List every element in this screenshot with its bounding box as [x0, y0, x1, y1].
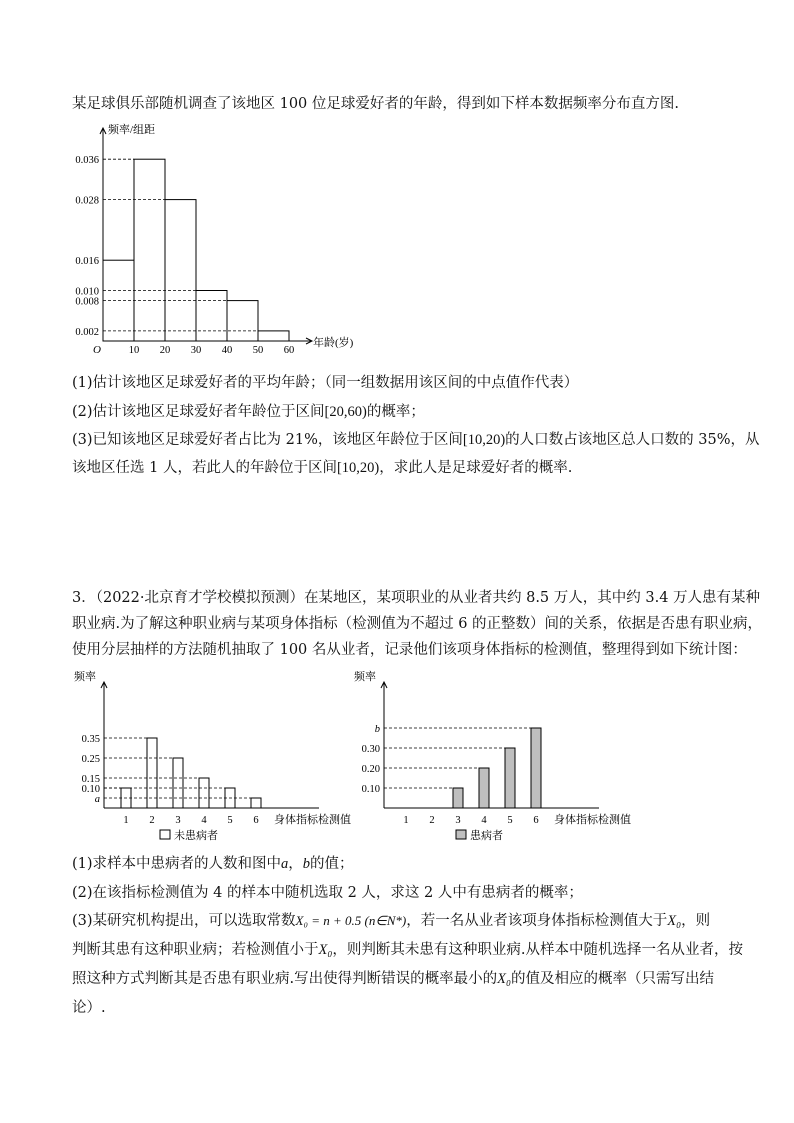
p3-q1: (1)求样本中患病者的人数和图中a，b的值； [72, 856, 354, 872]
frequency-bar [505, 748, 515, 808]
y-tick-label: 0.010 [75, 286, 99, 298]
x-tick-label: 1 [123, 815, 129, 826]
histogram-bar [227, 301, 258, 341]
x-tick-label: 2 [149, 815, 155, 826]
y-tick-label: b [374, 724, 380, 735]
frequency-bar [479, 768, 489, 808]
x-tick-label: 4 [481, 815, 487, 826]
histogram-bar [258, 331, 289, 341]
age-histogram [60, 118, 360, 363]
p3-line-3: 使用分层抽样的方法随机抽取了 100 名从业者，记录他们该项身体指标的检测值，整理得到如下统计图： [72, 642, 747, 658]
p3-q3-line-2: 判断其患有这种职业病；若检测值小于X₀，则判断其未患有这种职业病.从样本中随机选择一名从业者，按 [72, 942, 744, 958]
legend-swatch [160, 830, 170, 839]
y-tick-label: 0.002 [75, 326, 99, 338]
y-tick-label: 0.10 [81, 784, 100, 795]
x-tick-label: 1 [403, 815, 409, 826]
p3-line-1: 3．（2022·北京育才学校模拟预测）在某地区，某项职业的从业者共约 8.5 万人，其中约 3.4 万人患有某种 [72, 590, 761, 606]
p3-q3-line-3: 照这种方式判断其是否患有职业病.写出使得判断错误的概率最小的X₀的值及相应的概率（只需写出结 [72, 971, 715, 987]
frequency-bar [453, 788, 463, 808]
y-tick-label: 0.25 [81, 754, 100, 765]
x-tick-label: 30 [190, 345, 202, 356]
p3-line-2: 职业病.为了解这种职业病与某项身体指标（检测值为不超过 6 的正整数）间的关系，依据是否患有职业病， [72, 616, 763, 632]
q1-text: (1)估计该地区足球爱好者的平均年龄；（同一组数据用该区间的中点值作代表） [72, 375, 579, 391]
legend-label: 患病者 [470, 830, 503, 842]
legend-swatch [456, 830, 466, 839]
q2-text: (2)估计该地区足球爱好者年龄位于区间[20,60)的概率； [72, 404, 425, 420]
x-tick-label: 3 [455, 815, 461, 826]
y-tick-label: 0.20 [361, 764, 380, 775]
q3-text-2: 该地区任选 1 人，若此人的年龄位于区间[10,20)，求此人是足球爱好者的概率. [72, 460, 573, 476]
x-tick-label: 3 [175, 815, 181, 826]
x-tick-label: 40 [221, 345, 233, 356]
patient-chart [350, 668, 640, 848]
y-tick-label: a [94, 794, 100, 805]
frequency-bar [531, 728, 541, 808]
y-tick-label: 0.30 [361, 744, 380, 755]
frequency-bar [251, 798, 261, 808]
x-tick-label: 60 [283, 345, 295, 356]
x-tick-label: 50 [252, 345, 264, 356]
intro-text: 某足球俱乐部随机调查了该地区 100 位足球爱好者的年龄，得到如下样本数据频率分布直方图. [72, 96, 679, 112]
x-tick-label: 4 [201, 815, 207, 826]
y-tick-label: 0.35 [81, 734, 100, 745]
x-tick-label: 6 [253, 815, 259, 826]
x-tick-label: 5 [507, 815, 513, 826]
histogram-bar [196, 291, 227, 342]
histogram-bar [134, 159, 165, 341]
x-tick-label: 2 [429, 815, 435, 826]
frequency-bar [173, 758, 183, 808]
frequency-bar [147, 738, 157, 808]
p3-q2: (2)在该指标检测值为 4 的样本中随机选取 2 人，求这 2 人中有患病者的概率； [72, 885, 583, 901]
x-axis-label: 年龄(岁) [313, 337, 354, 349]
x-tick-label: 5 [227, 815, 233, 826]
y-tick-label: 0.016 [75, 256, 99, 268]
histogram-bar [165, 200, 196, 341]
x-axis-label: 身体指标检测值 [554, 814, 631, 826]
origin-label: O [93, 344, 101, 356]
non-patient-chart [70, 668, 360, 848]
y-axis-label: 频率 [74, 671, 96, 683]
p3-q3-line-4: 论）. [72, 1000, 106, 1016]
y-axis-label: 频率 [354, 671, 376, 683]
legend-label: 未患病者 [174, 830, 218, 842]
x-tick-label: 6 [533, 815, 539, 826]
y-tick-label: 0.10 [361, 784, 380, 795]
y-tick-label: 0.008 [75, 296, 99, 308]
x-tick-label: 20 [159, 345, 171, 356]
x-axis-label: 身体指标检测值 [274, 814, 351, 826]
frequency-bar [199, 778, 209, 808]
q3-text-1: (3)已知该地区足球爱好者占比为 21%，该地区年龄位于区间[10,20)的人口数占该地区总人口数的 35%，从 [72, 432, 760, 448]
y-tick-label: 0.15 [81, 774, 100, 785]
y-tick-label: 0.028 [75, 195, 99, 207]
x-tick-label: 10 [128, 345, 140, 356]
y-axis-label: 频率/组距 [108, 124, 156, 136]
y-tick-label: 0.036 [75, 155, 99, 167]
p3-q3-line-1: (3)某研究机构提出，可以选取常数X₀ = n + 0.5 (n∈N*)，若一名从业者该项身体指标检测值大于X₀，则 [72, 913, 711, 929]
